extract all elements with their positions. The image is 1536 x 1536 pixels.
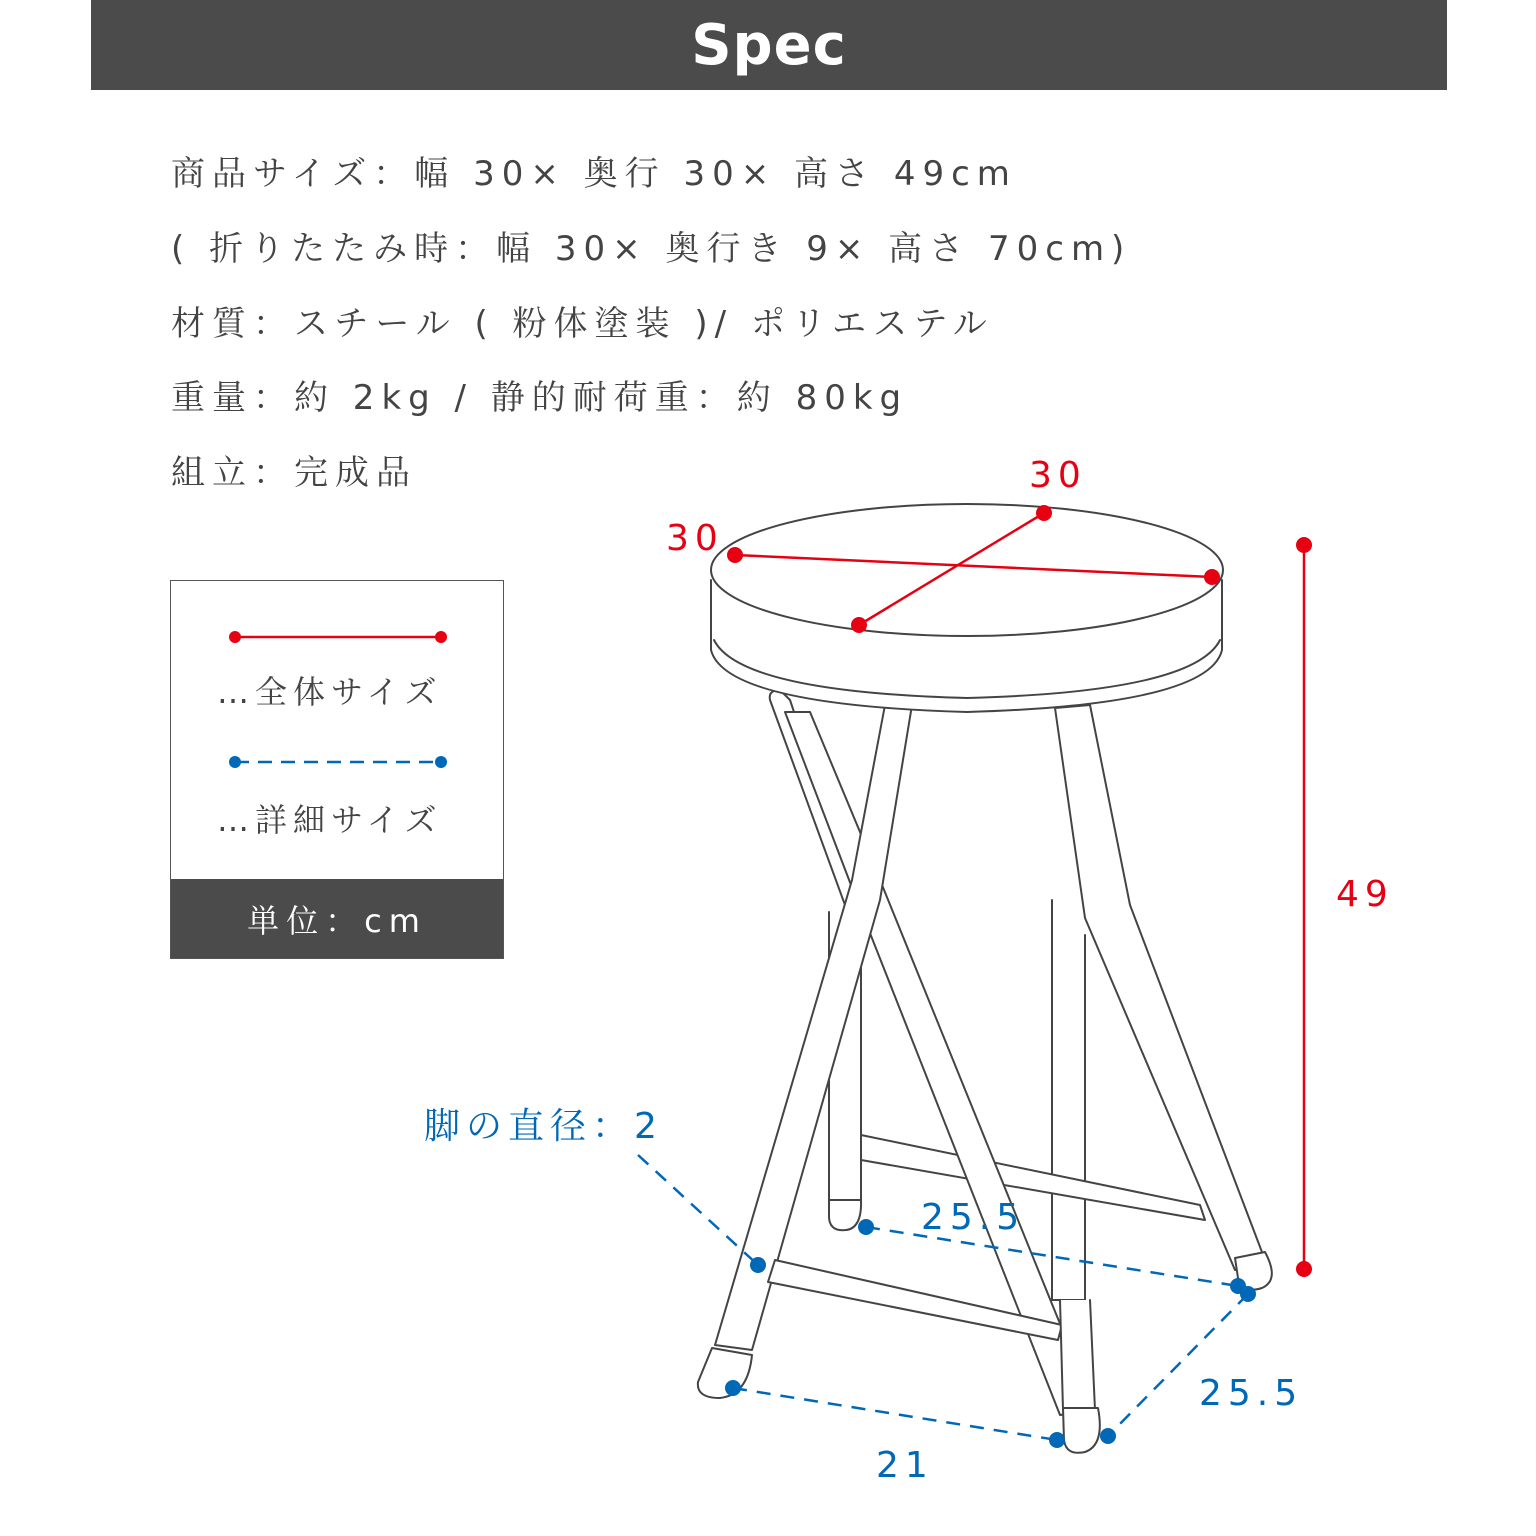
spec-weight: 重量：約 2kg / 静的耐荷重：約 80kg [171,378,909,418]
stool-illustration [698,504,1272,1453]
height-dot-bottom [1296,1261,1312,1277]
seat-top [711,504,1223,636]
front-span-dot-right [1049,1432,1065,1448]
foot-cap-back-left [829,1200,861,1230]
seat-width-label: 30 [666,518,724,559]
front-span-label: 21 [876,1445,934,1486]
spec-assembly: 組立：完成品 [171,453,417,493]
front-span-line [733,1388,1057,1440]
spec-material: 材質：スチール ( 粉体塗装 )/ ポリエステル [171,304,994,344]
page-title: Spec [691,12,847,78]
side-span-label: 25.5 [1199,1373,1304,1414]
seat-width-dot-left [727,547,743,563]
front-right-leg [1060,1300,1095,1410]
front-span-dot-left [725,1380,741,1396]
legend-overall-label: …全体サイズ [217,673,443,711]
legend-unit-text: 単位：cm [247,901,427,940]
rear-crossbar [861,1135,1205,1220]
height-label: 49 [1336,874,1394,915]
leg-diameter-label: 脚の直径：2 [424,1106,663,1147]
legend-detail-label: …詳細サイズ [217,801,443,839]
leg-diameter-dot [750,1257,766,1273]
rear-span-dot-left [858,1219,874,1235]
spec-product-size: 商品サイズ：幅 30× 奥行 30× 高さ 49cm [171,154,1017,194]
spec-folded-size: ( 折りたたみ時：幅 30× 奥行き 9× 高さ 70cm) [171,229,1132,269]
back-right-leg [1052,900,1085,1300]
seat-depth-dot-bottom [851,617,867,633]
seat-depth-label: 30 [1029,455,1087,496]
rear-span-label: 25.5 [921,1197,1026,1238]
side-span-dot-top [1240,1286,1256,1302]
leg-diameter-leader [638,1155,758,1265]
side-span-line [1108,1294,1248,1436]
height-dot-top [1296,537,1312,553]
seat-depth-dot-top [1036,505,1052,521]
seat-width-dot-right [1204,569,1220,585]
foot-cap-front-right [1063,1408,1100,1453]
side-span-dot-bottom [1100,1428,1116,1444]
